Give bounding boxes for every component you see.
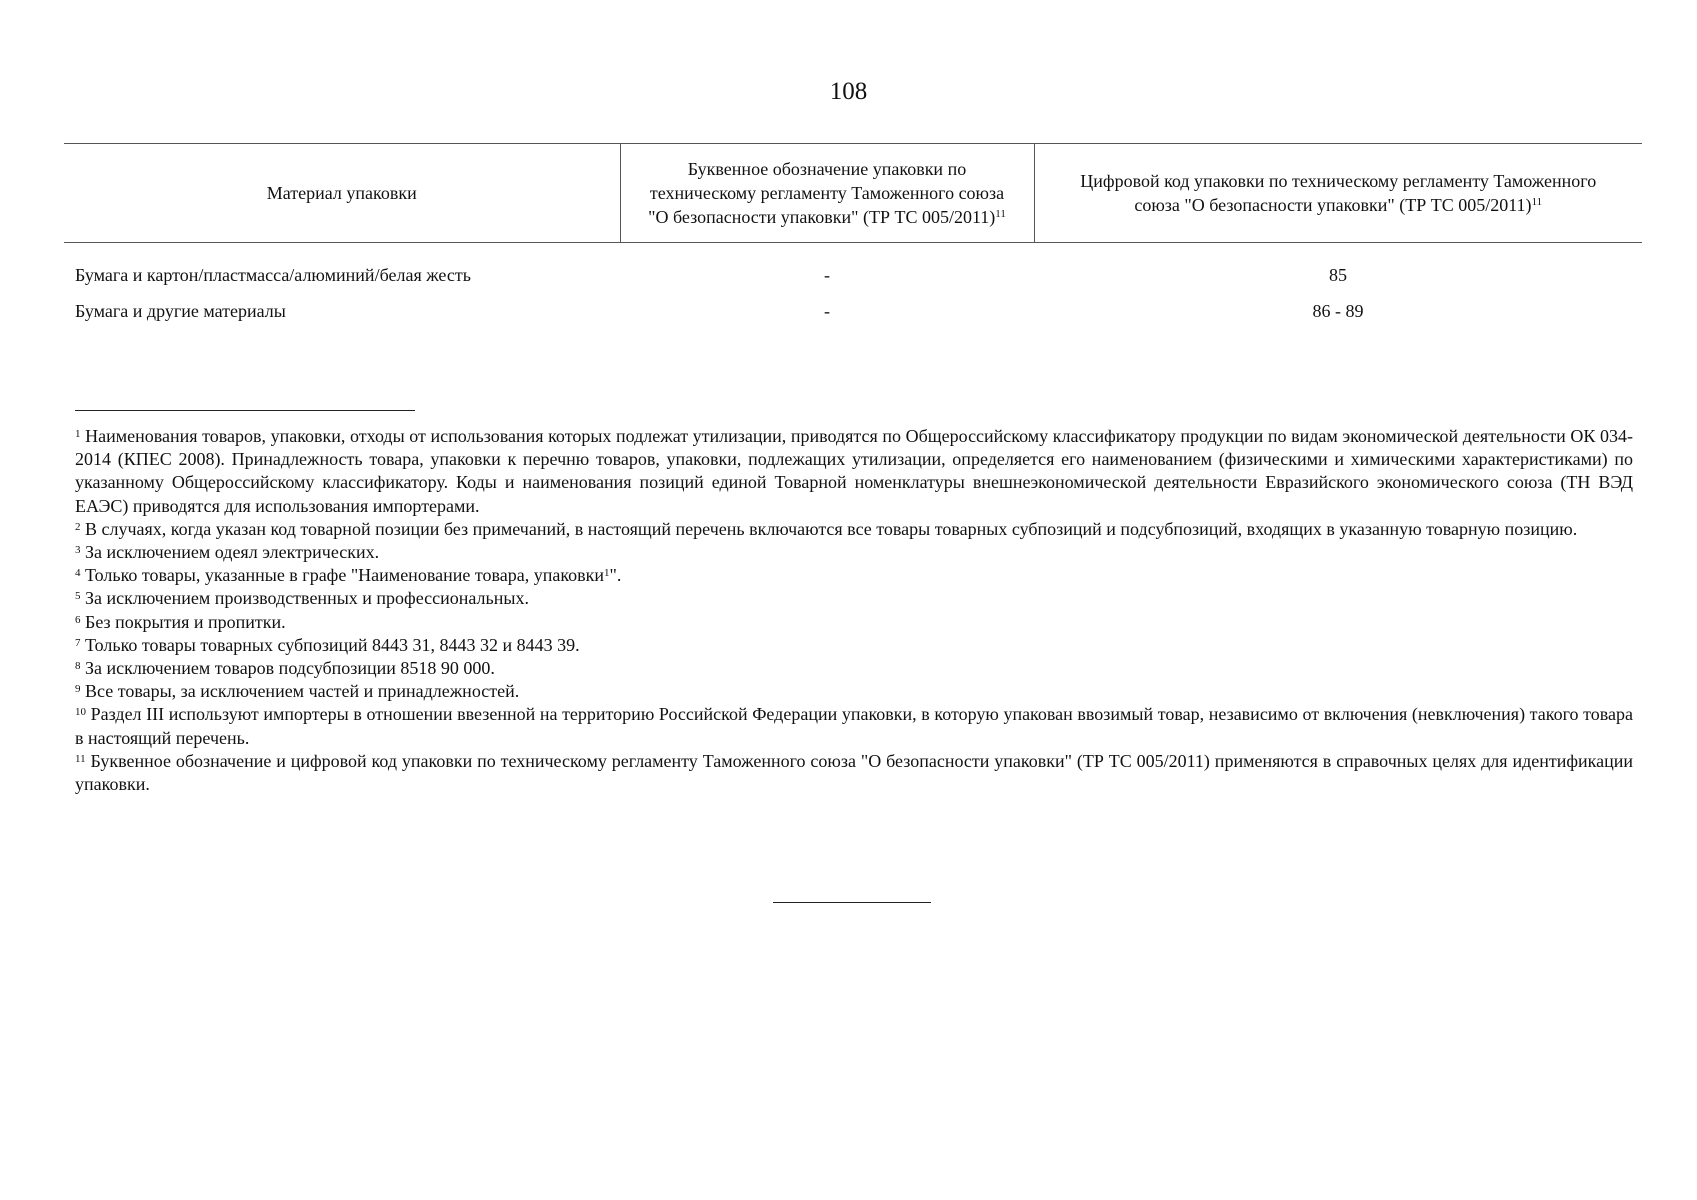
footnote-text: Только товары товарных субпозиций 8443 31, 8443 32 и 8443 39. [85,634,580,655]
footnote [75,587,1633,610]
header-letter-code-text: Буквенное обозначение упаковки по техническому регламенту Таможенного союза "О безопасности упаковки" (ТР ТС 005/2011) [648,159,1005,227]
footnote-text: Без покрытия и пропитки. [85,611,286,632]
cell-letter-code: - [824,264,830,285]
footnote-text-tail: ". [609,565,622,586]
footnote [75,518,1633,541]
footnotes [75,425,1633,796]
footnote-number: 10 [75,706,86,719]
header-digital-code [1034,144,1642,243]
footnote [75,425,1633,518]
footnote-text: Все товары, за исключением частей и принадлежностей. [85,681,520,702]
footnote-text: Раздел III используют импортеры в отношении ввезенной на территорию Российской Федерации упаковки, в которую упакован ввозимый товар, независимо от включения (невключения) такого товара в настоящий перечень. [75,704,1634,748]
footnote-text: Только товары, указанные в графе "Наименование товара, упаковки [85,565,605,586]
footnote [75,703,1633,749]
cell-material: Бумага и картон/пластмасса/алюминий/белая жесть [75,264,471,285]
cell-digital-code: 86 - 89 [1312,300,1364,321]
footnote-number: 11 [75,752,86,765]
footnote [75,634,1633,657]
cell-material: Бумага и другие материалы [75,300,286,321]
footnote-text: В случаях, когда указан код товарной позиции без примечаний, в настоящий перечень включаются все товары товарных субпозиций и подсубпозиций, входящих в указанную товарную позицию. [85,518,1578,539]
header-material-text: Материал упаковки [266,183,417,203]
footnote-ref: 11 [1531,196,1543,208]
footnote [75,657,1633,680]
footnote-separator [75,410,415,411]
footnote-ref: 1 [604,567,610,580]
footnote-number: 2 [75,520,81,533]
footnote-text: Наименования товаров, упаковки, отходы от использования которых подлежат утилизации, приводятся по Общероссийскому классификатору продукции по видам экономической деятельности ОК 034-2014 (КПЕС 2008). Принадлежность товара, упаковки к перечню товаров, упаковки, подлежащих утилизации, определяется его наименованием (физическими и химическими характеристиками) по указанному Общероссийскому классификатору. Коды и наименования позиций единой Товарной номенклатуры внешнеэкономической деятельности Евразийского экономического союза (ТН ВЭД ЕАЭС) приводятся для использования импортерами. [75,426,1633,516]
footnote-ref: 11 [995,208,1006,220]
page-number: 108 [829,78,868,105]
footnote-number: 6 [75,613,81,626]
table-row [64,257,1642,293]
footnote-number: 9 [75,683,81,696]
footnote-number: 5 [75,590,81,603]
footnote-text: За исключением одеял электрических. [85,542,380,563]
table-row [64,293,1642,329]
header-digital-code-text: Цифровой код упаковки по техническому регламенту Таможенного союза "О безопасности упаковки" (ТР ТС 005/2011) [1080,171,1597,215]
footnote [75,750,1633,796]
footnote-text: За исключением производственных и профессиональных. [85,588,529,609]
cell-letter-code: - [824,300,830,321]
packaging-table [64,143,1642,329]
footnote-number: 8 [75,660,81,673]
footnote-text: За исключением товаров подсубпозиции 8518 90 000. [85,658,495,679]
footnote-number: 1 [75,428,81,440]
footnote-number: 4 [75,567,81,580]
cell-digital-code: 85 [1329,264,1347,285]
footnote [75,680,1633,703]
end-of-document-line [773,902,931,903]
header-letter-code [620,144,1034,243]
footnote-text: Буквенное обозначение и цифровой код упаковки по техническому регламенту Таможенного союза "О безопасности упаковки" (ТР ТС 005/2011) применяются в справочных целях для идентификации упаковки. [75,750,1634,795]
footnote-number: 3 [75,544,81,557]
footnote-number: 7 [75,636,81,649]
header-material [64,144,620,243]
footnote [75,611,1633,634]
footnote [75,564,1633,587]
footnote [75,541,1633,564]
table-header-row [64,144,1642,243]
